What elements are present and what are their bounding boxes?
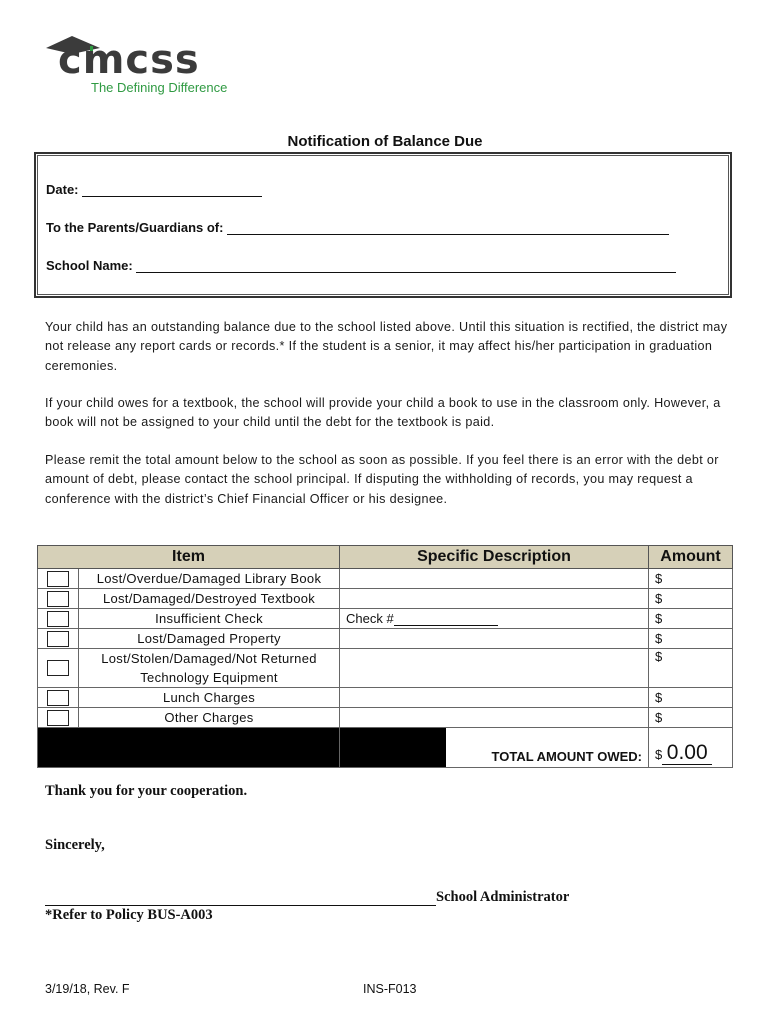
table-row	[38, 569, 733, 589]
date-field[interactable]	[82, 182, 262, 197]
check-number-label: Check #	[346, 611, 394, 626]
total-row	[38, 728, 733, 768]
table-row	[38, 609, 733, 629]
signature-title: School Administrator	[436, 889, 570, 905]
amount-header: Amount	[649, 546, 733, 569]
footer-revision: 3/19/18, Rev. F	[45, 982, 130, 996]
item-label: Lost/Overdue/Damaged Library Book	[79, 569, 340, 589]
item-checkbox[interactable]	[47, 631, 69, 647]
amount-cell[interactable]: $	[649, 708, 733, 728]
date-line	[46, 182, 262, 197]
parents-line	[46, 220, 669, 235]
amount-cell[interactable]: $	[649, 629, 733, 649]
amount-cell[interactable]: $	[649, 649, 733, 688]
sincerely-text: Sincerely,	[45, 837, 105, 853]
item-header: Item	[38, 546, 340, 569]
total-amount-value: 0.00	[662, 742, 712, 765]
item-checkbox[interactable]	[47, 660, 69, 676]
school-line	[46, 258, 676, 273]
item-label: Lunch Charges	[79, 688, 340, 708]
table-row	[38, 589, 733, 609]
date-label: Date:	[46, 182, 79, 197]
thanks-text: Thank you for your cooperation.	[45, 783, 248, 799]
footer-form-id: INS-F013	[363, 982, 417, 996]
description-cell[interactable]	[340, 629, 649, 649]
blackout-cell	[38, 728, 340, 768]
check-number-field[interactable]	[394, 613, 498, 626]
paragraph-remit: Please remit the total amount below to the school as soon as possible. If you feel there is an error with the debt or amount of debt, please contact the school principal. If disputing the withholding of records, you may request a conference with the district’s Chief Financial Officer or his designee.	[45, 453, 719, 506]
description-cell[interactable]	[340, 688, 649, 708]
blackout-extension	[340, 728, 446, 767]
description-cell[interactable]	[340, 589, 649, 609]
school-field[interactable]	[136, 258, 676, 273]
description-cell[interactable]	[340, 649, 649, 688]
item-checkbox[interactable]	[47, 710, 69, 726]
item-label: Insufficient Check	[79, 609, 340, 629]
amount-cell[interactable]: $	[649, 589, 733, 609]
table-row	[38, 629, 733, 649]
item-label: Lost/Damaged/Destroyed Textbook	[79, 589, 340, 609]
paragraph-balance: Your child has an outstanding balance due to the school listed above. Until this situation is rectified, the district may not release any report cards or records.* If the student is a senior, it may affect his/her participation in graduation ceremonies.	[45, 320, 728, 373]
item-checkbox[interactable]	[47, 571, 69, 587]
amount-cell[interactable]: $	[649, 609, 733, 629]
amount-cell[interactable]: $	[649, 569, 733, 589]
amount-cell[interactable]: $	[649, 688, 733, 708]
total-currency: $	[655, 747, 663, 762]
total-label-cell	[340, 728, 649, 768]
item-label: Other Charges	[79, 708, 340, 728]
item-checkbox[interactable]	[47, 690, 69, 706]
parents-field[interactable]	[227, 220, 669, 235]
table-row	[38, 649, 733, 688]
school-label: School Name:	[46, 258, 133, 273]
policy-reference: *Refer to Policy BUS-A003	[45, 907, 213, 923]
logo-wordmark: cmcss	[58, 37, 200, 83]
district-logo	[44, 34, 244, 100]
description-cell[interactable]	[340, 708, 649, 728]
table-header-row	[38, 546, 733, 569]
check-number-cell[interactable]	[340, 609, 649, 629]
paragraph-textbook: If your child owes for a textbook, the school will provide your child a book to use in the classroom only. However, a book will not be assigned to your child until the debt for the textbook is paid.	[45, 396, 721, 430]
description-cell[interactable]	[340, 569, 649, 589]
signature-field[interactable]	[45, 890, 436, 906]
signature-line	[45, 889, 569, 906]
table-row	[38, 708, 733, 728]
total-label: TOTAL AMOUNT OWED:	[491, 749, 642, 764]
item-checkbox[interactable]	[47, 591, 69, 607]
description-header: Specific Description	[340, 546, 649, 569]
document-title: Notification of Balance Due	[287, 133, 483, 150]
item-checkbox[interactable]	[47, 611, 69, 627]
item-label: Lost/Stolen/Damaged/Not Returned Technology Equipment	[79, 649, 340, 688]
table-row	[38, 688, 733, 708]
parents-label: To the Parents/Guardians of:	[46, 220, 224, 235]
balance-table	[37, 545, 733, 768]
logo-tagline: The Defining Difference	[91, 80, 228, 95]
header-fields-box	[34, 152, 732, 298]
total-amount-cell[interactable]	[649, 728, 733, 768]
item-label: Lost/Damaged Property	[79, 629, 340, 649]
